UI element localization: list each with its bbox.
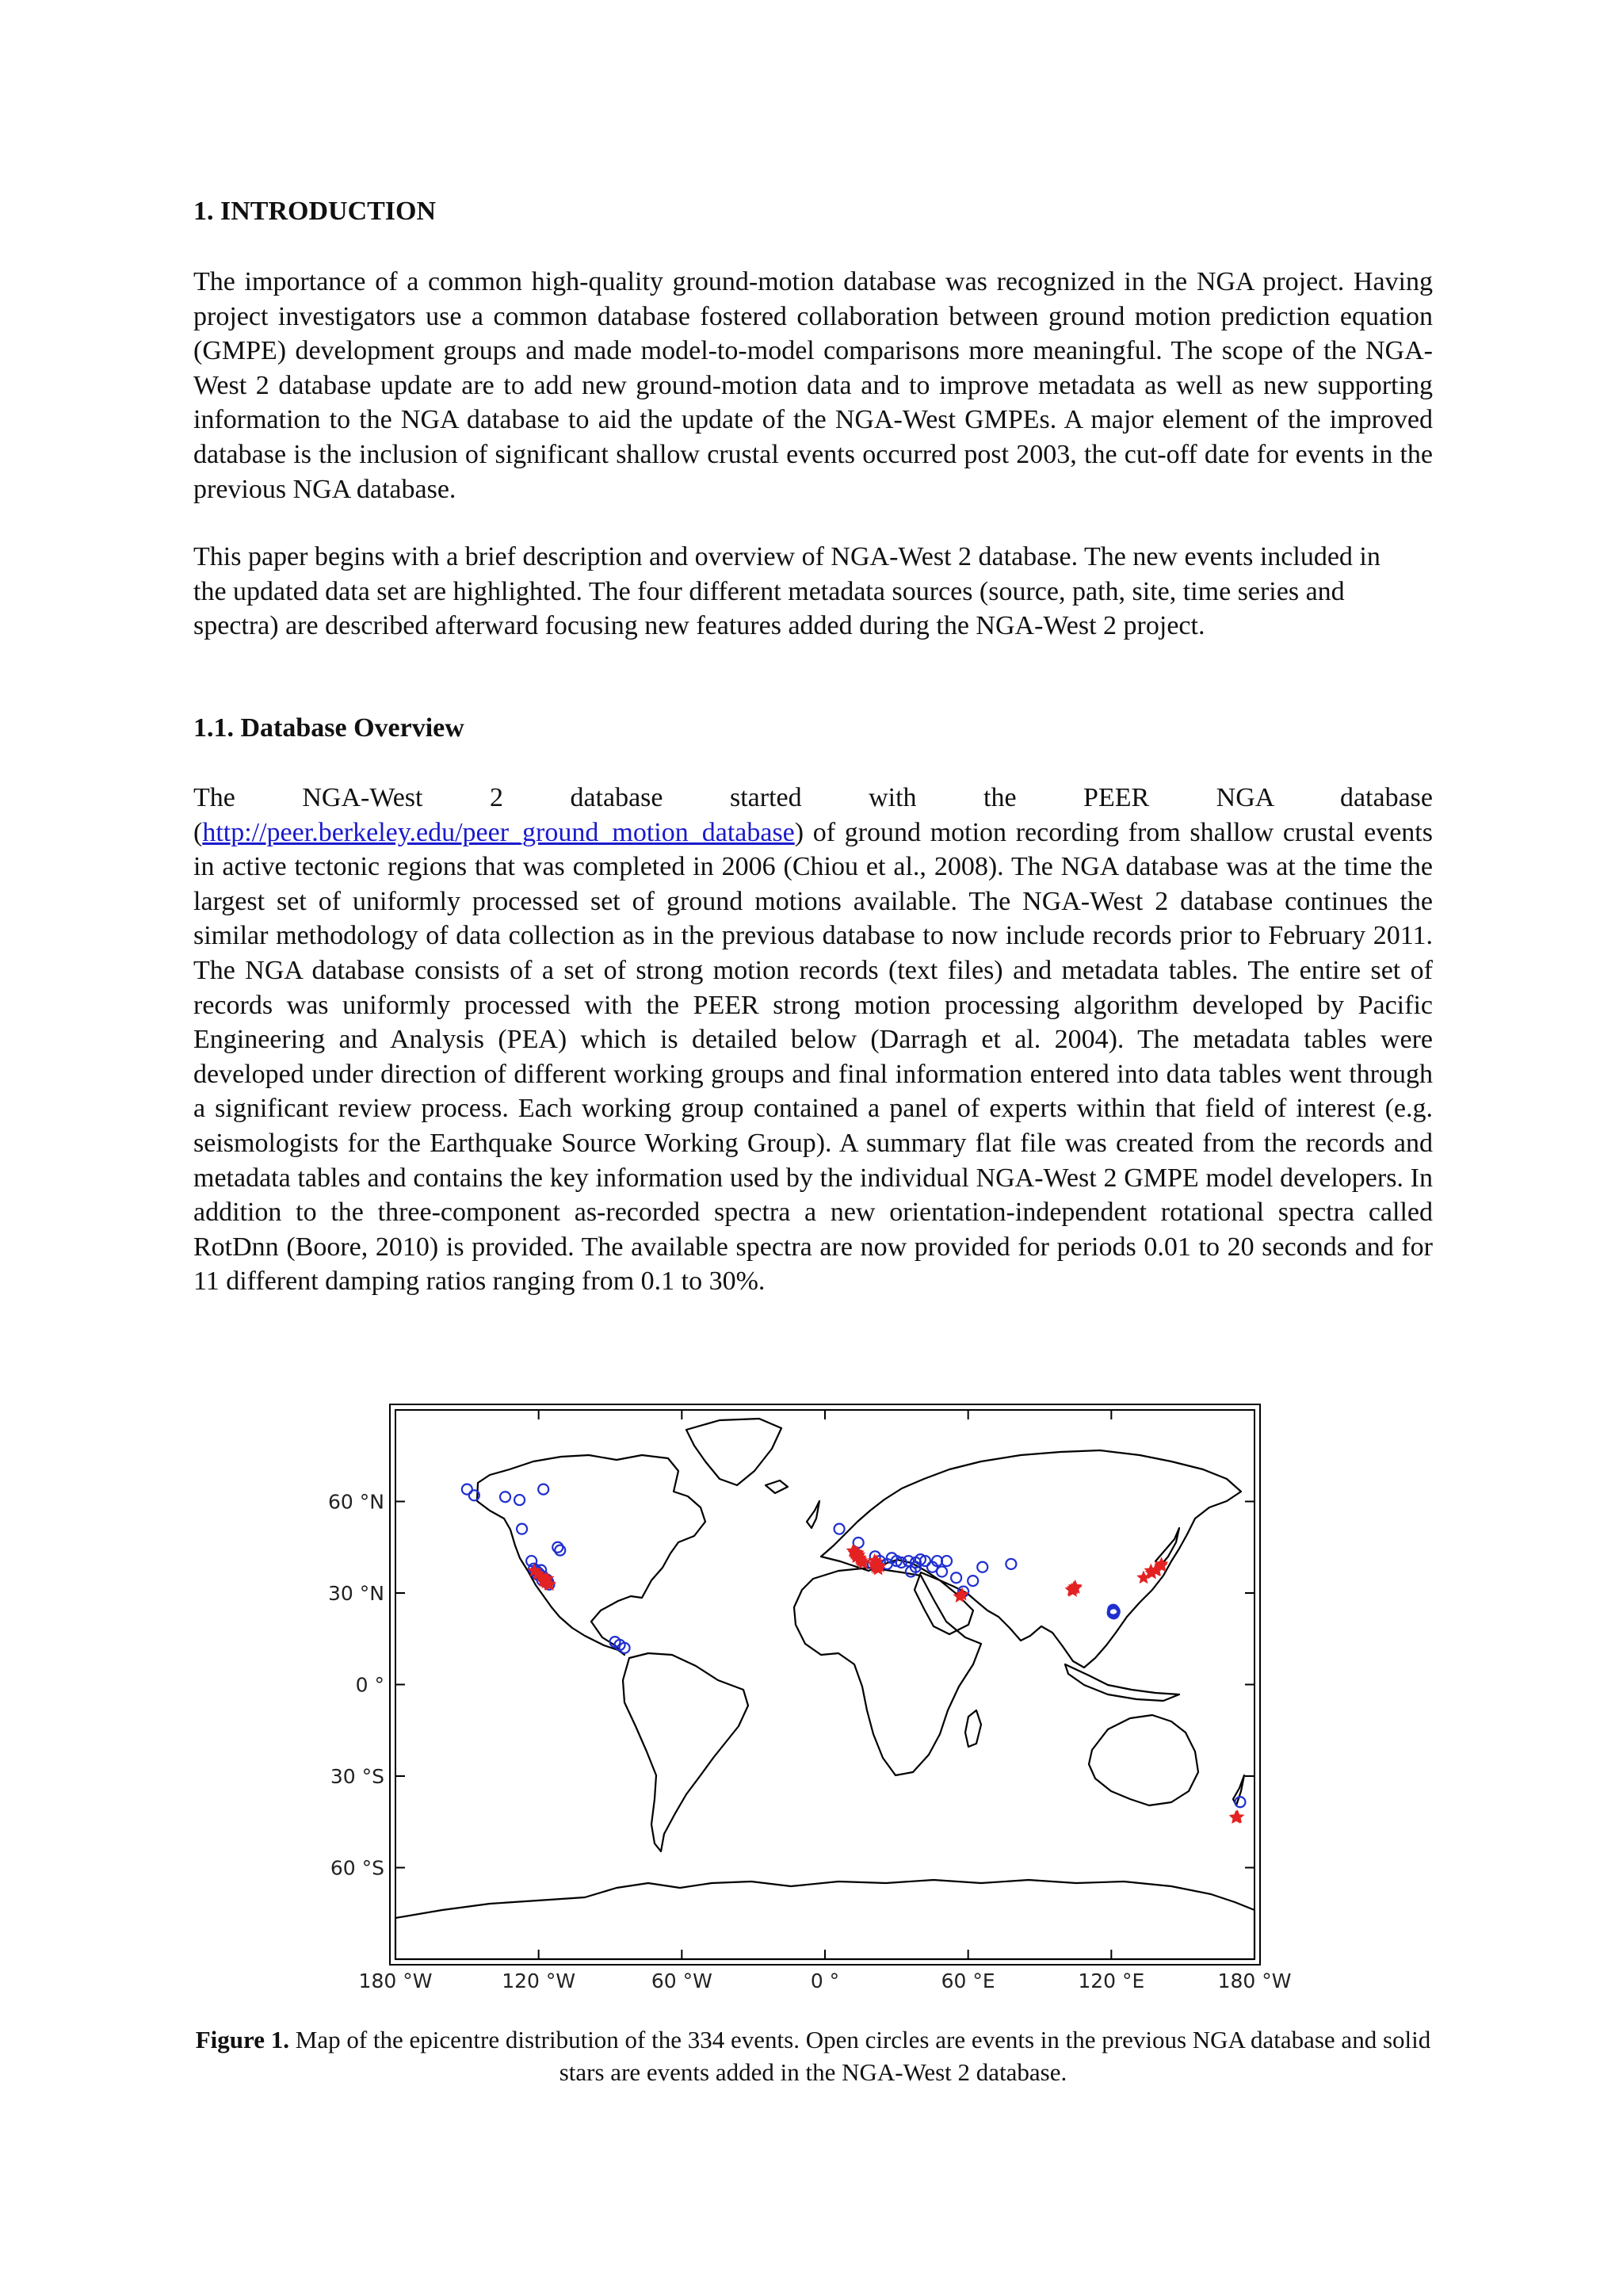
subsection-heading: 1.1. Database Overview	[193, 713, 464, 743]
x-tick-label: 0 °	[810, 1969, 840, 1992]
previous-event-marker	[517, 1524, 527, 1534]
coast-japan	[1155, 1528, 1179, 1566]
intro-paragraph-1: The importance of a common high-quality ground-motion database was recognized in the NGA project. Having project investigators use a common database fostered collaboration between ground motion prediction equation (GMPE) development groups and made model-to-model comparisons more meaningful. The scope of the NGA-West 2 database update are to add new ground-motion data and to improve metadata as well as new supporting information to the NGA database to aid the update of the NGA-West GMPEs. A major element of the improved database is the inclusion of significant shallow crustal events occurred post 2003, the cut-off date for events in the previous NGA database.	[193, 267, 1433, 504]
previous-event-marker	[977, 1562, 987, 1572]
y-axis-ticks	[328, 1491, 1254, 1880]
intro-paragraph-2: This paper begins with a brief description and overview of NGA-West 2 database. The new events included in the updated data set are highlighted. The four different metadata sources (source, path, site, time series and spectra) are described afterward focusing new features added during the NGA-West 2 project.	[193, 542, 1381, 641]
y-tick-label: 30 °S	[330, 1765, 384, 1788]
coast-se-asia-islands	[1065, 1664, 1179, 1701]
coast-british-isles	[807, 1501, 819, 1528]
coast-north-america	[477, 1455, 705, 1655]
previous-event-marker	[968, 1576, 978, 1586]
overview-text-end: ) of ground motion recording from shallow crustal events in active tectonic regions that was completed in 2006 (Chiou et al., 2008). The NGA database was at the time the largest set of uniformly processed set of ground motions available. The NGA-West 2 database continues the similar methodology of data collection as in the previous database to now include records prior to February 2011. The NGA database consists of a set of strong motion records (text files) and metadata tables. The entire set of records was uniformly processed with the PEER strong motion processing algorithm developed by Pacific Engineering and Analysis (PEA) which is detailed below (Darragh et al. 2004). The metadata tables were developed under direction of different working groups and final information entered into data tables went through a significant review process. Each working group contained a panel of experts within that field of interest (e.g. seismologists for the Earthquake Source Working Group). A summary flat file was created from the records and metadata tables and contains the key information used by the individual NGA-West 2 GMPE model developers. In addition to the three-component as-recorded spectra a new orientation-independent rotational spectra called RotDnn (Boore, 2010) is provided. The available spectra are now provided for periods 0.01 to 20 seconds and for 11 different damping ratios ranging from 0.1 to 30%.	[193, 817, 1433, 1297]
x-tick-label: 180 °W	[358, 1969, 433, 1992]
peer-database-link[interactable]: http://peer.berkeley.edu/peer_ground_motion_database	[202, 817, 795, 847]
y-tick-label: 60 °N	[328, 1490, 384, 1514]
previous-event-marker	[500, 1492, 510, 1502]
y-tick-label: 0 °	[355, 1673, 384, 1697]
x-tick-label: 60 °W	[651, 1969, 712, 1992]
figure-caption-text: Map of the epicentre distribution of the 334 events. Open circles are events in the previous NGA database and solid stars are events added in the NGA-West 2 database.	[289, 2026, 1431, 2086]
x-tick-label: 60 °E	[941, 1969, 995, 1992]
previous-event-marker	[514, 1495, 525, 1505]
coast-greenland	[686, 1419, 781, 1485]
previous-event-marker	[555, 1545, 565, 1556]
coast-australia	[1089, 1715, 1198, 1805]
x-tick-label: 120 °W	[502, 1969, 576, 1992]
figure-caption	[193, 2023, 1433, 2088]
previous-event-marker	[1006, 1559, 1016, 1569]
coast-madagascar	[965, 1710, 981, 1747]
coast-antarctica	[395, 1880, 1254, 1959]
map-frame-outer	[390, 1404, 1260, 1965]
map-frame-inner	[395, 1410, 1254, 1959]
previous-event-marker	[951, 1572, 961, 1583]
overview-text-start: The NGA-West 2 database started with the PEER NGA database (	[193, 783, 1433, 847]
coast-africa	[794, 1568, 981, 1775]
epicentre-map-figure	[328, 1403, 1314, 1997]
previous-event-marker	[538, 1484, 548, 1495]
figure-label: Figure 1.	[195, 2026, 289, 2053]
y-tick-label: 30 °N	[328, 1582, 384, 1605]
coast-south-america	[623, 1653, 748, 1851]
previous-event-marker	[937, 1567, 947, 1577]
coast-iceland	[766, 1480, 788, 1493]
x-tick-label: 120 °E	[1078, 1969, 1145, 1992]
x-tick-label: 180 °W	[1217, 1969, 1292, 1992]
section-heading: 1. INTRODUCTION	[193, 197, 437, 226]
y-tick-label: 60 °S	[330, 1856, 384, 1880]
previous-events-series	[462, 1484, 1246, 1808]
previous-event-marker	[834, 1524, 845, 1534]
overview-paragraph	[193, 781, 1433, 1299]
new-events-series	[529, 1545, 1244, 1823]
x-axis-ticks	[359, 1410, 1292, 1992]
epicentre-map	[328, 1403, 1314, 1997]
